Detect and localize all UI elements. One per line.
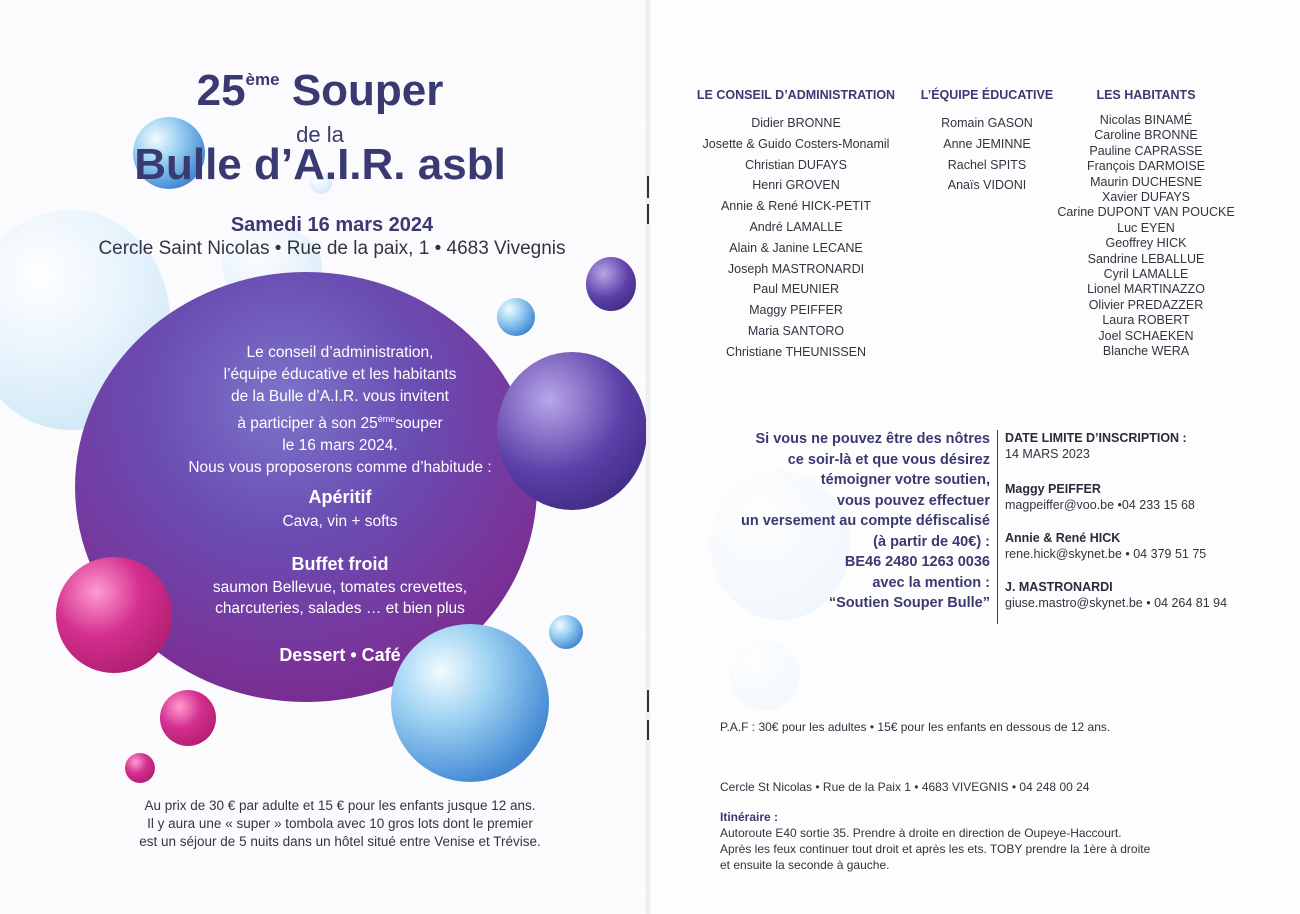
pink-bubble-medium — [160, 690, 216, 746]
member-name: Anne JEMINNE — [943, 136, 1031, 151]
event-place: Cercle Saint Nicolas • Rue de la paix, 1 • 4683 Vivegnis — [98, 238, 566, 259]
member-name: Pauline CAPRASSE — [1089, 143, 1203, 158]
residents-heading: LES HABITANTS — [1096, 88, 1196, 102]
registration-deadline: 14 MARS 2023 — [1005, 447, 1090, 461]
education-team-list — [912, 113, 1062, 196]
organization-name: Bulle d’A.I.R. asbl — [134, 140, 506, 189]
invite-line: le 16 mars 2024. — [282, 437, 398, 455]
residents-list — [1050, 113, 1242, 360]
menu-buffet-line: charcuteries, salades … et bien plus — [215, 600, 465, 617]
itinerary-line: Autoroute E40 sortie 35. Prendre à droite en direction de Oupeye-Haccourt. — [720, 826, 1122, 840]
member-name: Joseph MASTRONARDI — [727, 261, 865, 276]
member-name: Olivier PREDAZZER — [1088, 297, 1204, 312]
menu-buffet-title: Buffet froid — [291, 554, 389, 574]
blue-bubble-small-right — [497, 298, 535, 336]
faint-bubble-watermark — [730, 640, 800, 710]
member-name: Lionel MARTINAZZO — [1087, 282, 1205, 297]
contact-name: Annie & René HICK — [1005, 531, 1121, 545]
member-name: Rachel SPITS — [947, 157, 1027, 172]
member-name: Luc EYEN — [1117, 220, 1175, 235]
event-title: 25ème Souper — [196, 66, 444, 115]
contact-detail: rene.hick@skynet.be • 04 379 51 75 — [1005, 547, 1207, 561]
member-name: Paul MEUNIER — [752, 282, 840, 297]
member-name: Maria SANTORO — [747, 323, 845, 338]
donation-line: ce soir-là et que vous désirez — [787, 451, 990, 468]
contact-name: J. MASTRONARDI — [1005, 580, 1113, 594]
member-name: Geoffrey HICK — [1105, 236, 1187, 251]
member-name: Annie & René HICK-PETIT — [720, 199, 872, 214]
donation-line: témoigner votre soutien, — [820, 472, 990, 488]
contact-detail: magpeiffer@voo.be •04 233 15 68 — [1005, 498, 1195, 512]
member-name: Cyril LAMALLE — [1103, 267, 1189, 282]
member-name: François DARMOISE — [1086, 159, 1206, 174]
paf-info: P.A.F : 30€ pour les adultes • 15€ pour les enfants en dessous de 12 ans. — [720, 720, 1111, 734]
price-line: Au prix de 30 € par adulte et 15 € pour les enfants jusque 12 ans. — [144, 798, 536, 813]
member-name: Caroline BRONNE — [1094, 128, 1198, 143]
member-name: Maggy PEIFFER — [749, 303, 843, 318]
member-name: Joel SCHAEKEN — [1098, 328, 1194, 343]
board-heading: LE CONSEIL D’ADMINISTRATION — [696, 88, 896, 102]
contact-detail: giuse.mastro@skynet.be • 04 264 81 94 — [1005, 596, 1228, 610]
menu-dessert-title: Dessert • Café — [279, 645, 401, 665]
member-name: Alain & Janine LECANE — [729, 240, 863, 255]
event-date: Samedi 16 mars 2024 — [230, 214, 434, 236]
donation-line: (à partir de 40€) : — [873, 533, 990, 550]
divider — [997, 430, 998, 624]
invite-line: à participer à son 25èmesouper — [237, 414, 443, 433]
menu-aperitif-text: Cava, vin + softs — [282, 513, 398, 530]
itinerary-line: et ensuite la seconde à gauche. — [720, 858, 890, 872]
member-name: Blanche WERA — [1102, 344, 1190, 359]
team-heading: L’ÉQUIPE ÉDUCATIVE — [920, 88, 1054, 102]
member-name: Josette & Guido Costers-Monamil — [702, 136, 890, 151]
fold-mark — [647, 720, 649, 740]
invitation-text — [130, 342, 550, 479]
member-name: Carine DUPONT VAN POUCKE — [1057, 205, 1235, 220]
invite-line: Nous vous proposerons comme d’habitude : — [188, 459, 492, 477]
member-name: Romain GASON — [941, 116, 1033, 130]
itinerary-text — [720, 825, 1150, 873]
itinerary-heading: Itinéraire : — [720, 810, 779, 824]
menu-buffet-line: saumon Bellevue, tomates crevettes, — [212, 579, 468, 596]
donation-line: avec la mention : — [872, 574, 990, 591]
member-name: Laura ROBERT — [1102, 313, 1190, 328]
pink-bubble-small — [125, 753, 155, 783]
member-name: André LAMALLE — [749, 219, 843, 234]
donation-text — [700, 429, 990, 614]
member-name: Christian DUFAYS — [745, 157, 847, 172]
fold-mark — [647, 690, 649, 712]
member-name: Maurin DUCHESNE — [1090, 174, 1202, 189]
invite-line: Le conseil d’administration, — [246, 344, 434, 361]
fold-mark — [647, 204, 649, 224]
price-info — [40, 797, 640, 851]
invitation-front-page — [0, 0, 648, 914]
venue-address: Cercle St Nicolas • Rue de la Paix 1 • 4683 VIVEGNIS • 04 248 00 24 — [720, 780, 1090, 794]
blue-bubble-tiny — [549, 615, 583, 649]
invite-line: l’équipe éducative et les habitants — [223, 366, 457, 383]
donation-line: Si vous ne pouvez être des nôtres — [755, 431, 990, 447]
member-name: Xavier DUFAYS — [1102, 190, 1190, 205]
member-name: Henri GROVEN — [752, 178, 840, 193]
member-name: Nicolas BINAMÉ — [1099, 113, 1193, 127]
contact-name: Maggy PEIFFER — [1005, 482, 1101, 496]
price-line: est un séjour de 5 nuits dans un hôtel situé entre Venise et Trévise. — [139, 834, 541, 849]
invite-line: de la Bulle d’A.I.R. vous invitent — [231, 388, 449, 405]
member-name: Christiane THEUNISSEN — [725, 344, 867, 359]
bank-account: BE46 2480 1263 0036 — [844, 554, 990, 570]
event-title-line2: de la — [296, 122, 344, 147]
member-name: Sandrine LEBALLUE — [1087, 251, 1205, 266]
board-members-list — [680, 113, 912, 363]
registration-deadline-heading: DATE LIMITE D’INSCRIPTION : — [1005, 431, 1187, 445]
fold-mark — [647, 176, 649, 198]
donation-line: vous pouvez effectuer — [836, 492, 990, 509]
registration-info — [1005, 431, 1285, 610]
price-line: Il y aura une « super » tombola avec 10 gros lots dont le premier — [147, 816, 533, 831]
member-name: Didier BRONNE — [751, 116, 841, 130]
payment-reference: “Soutien Souper Bulle” — [828, 595, 990, 611]
member-name: Anaïs VIDONI — [947, 178, 1027, 193]
menu-buffet-text — [130, 577, 550, 619]
violet-bubble-right-edge — [586, 257, 636, 311]
itinerary-line: Après les feux continuer tout droit et après les ets. TOBY prendre la 1ère à droite — [720, 842, 1151, 856]
donation-line: un versement au compte défiscalisé — [740, 513, 990, 529]
menu-aperitif-title: Apéritif — [308, 487, 372, 507]
